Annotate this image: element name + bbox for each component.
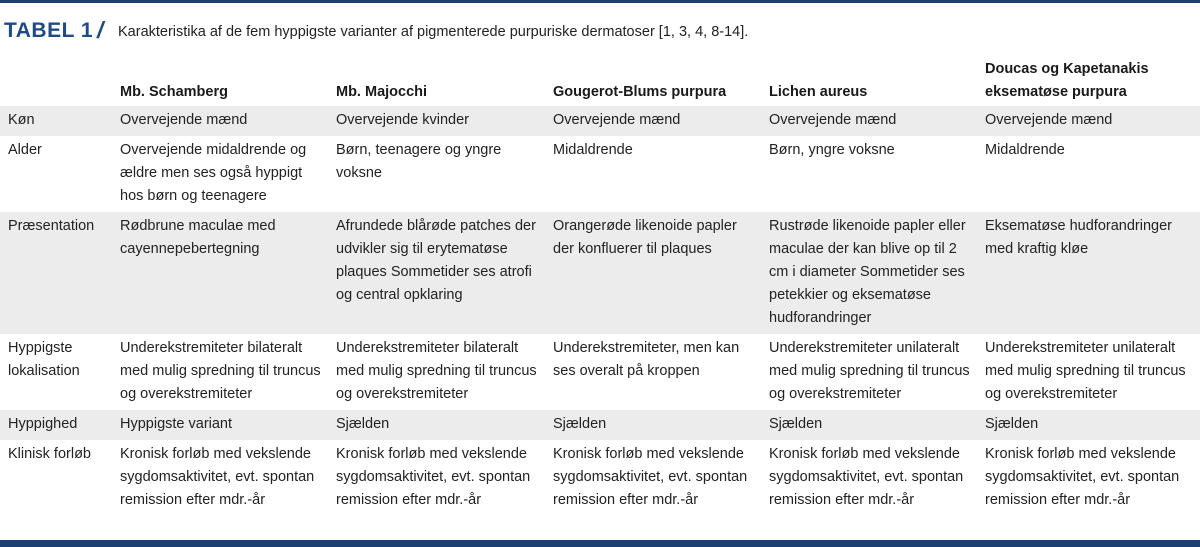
table-cell: Overvejende mænd	[120, 106, 336, 136]
table-row	[0, 136, 1200, 212]
table-cell: Hyppigste variant	[120, 410, 336, 440]
table-cell: Overvejende midaldrende og ældre men ses også hyppigt hos børn og teenagere	[120, 142, 307, 204]
table-cell: Underekstremiteter bilateralt med mulig spredning til truncus og overekstremiteter	[120, 340, 321, 402]
table-row	[0, 334, 1200, 410]
table-row	[0, 440, 1200, 516]
table-cell: Kronisk forløb med vekslende sygdomsaktivitet, evt. spontan remission efter mdr.-år	[985, 446, 1180, 508]
table-cell: Underekstremiteter unilateralt med mulig spredning til truncus og overekstremiteter	[985, 340, 1186, 402]
table-cell: Overvejende mænd	[769, 106, 985, 136]
header-cell-empty	[0, 58, 120, 106]
table-cell: Midaldrende	[985, 142, 1065, 158]
caption-text: Karakteristika af de fem hyppigste varianter af pigmenterede purpuriske dermatoser [1, 3, 4, 8-14].	[118, 24, 749, 40]
table-cell: Børn, yngre voksne	[769, 142, 895, 158]
table-cell: Overvejende mænd	[553, 106, 769, 136]
header-cell: Mb. Majocchi	[336, 84, 428, 100]
header-row	[0, 58, 1200, 106]
header-cell: Lichen aureus	[769, 84, 868, 100]
row-label: Alder	[8, 142, 42, 158]
table-cell: Overvejende kvinder	[336, 106, 553, 136]
table-cell: Kronisk forløb med vekslende sygdomsaktivitet, evt. spontan remission efter mdr.-år	[769, 446, 964, 508]
table-cell: Rustrøde likenoide papler eller maculae der kan blive op til 2 cm i diameter Sommetider ses petekkier og eksematøse hudforandringer	[769, 212, 985, 334]
table-cell: Kronisk forløb med vekslende sygdomsaktivitet, evt. spontan remission efter mdr.-år	[120, 446, 315, 508]
characteristics-table	[0, 58, 1200, 516]
table-cell: Eksematøse hudforandringer med kraftig kløe	[985, 212, 1200, 334]
table-row	[0, 106, 1200, 136]
table-number: TABEL 1	[4, 19, 94, 42]
table-cell: Overvejende mænd	[985, 106, 1200, 136]
table-cell: Kronisk forløb med vekslende sygdomsaktivitet, evt. spontan remission efter mdr.-år	[553, 446, 748, 508]
table-cell: Kronisk forløb med vekslende sygdomsaktivitet, evt. spontan remission efter mdr.-år	[336, 446, 531, 508]
table-cell: Rødbrune maculae med cayennepebertegning	[120, 212, 336, 334]
header-cell: Mb. Schamberg	[120, 84, 228, 100]
row-label: Klinisk forløb	[8, 446, 91, 462]
table-row	[0, 410, 1200, 440]
table-cell: Midaldrende	[553, 142, 633, 158]
table-cell: Sjælden	[553, 410, 769, 440]
header-cell: Gougerot-Blums purpura	[553, 84, 727, 100]
bottom-rule	[0, 540, 1200, 547]
row-label: Hyppighed	[0, 410, 120, 440]
row-label: Hyppigste lokalisation	[8, 340, 80, 379]
table-cell: Afrundede blårøde patches der udvikler sig til erytematøse plaques Sommetider ses atrofi og central opklaring	[336, 212, 553, 334]
table-cell: Sjælden	[985, 410, 1200, 440]
table-cell: Underekstremiteter bilateralt med mulig spredning til truncus og overekstremiteter	[336, 340, 537, 402]
table-cell: Sjælden	[336, 410, 553, 440]
table-cell: Børn, teenagere og yngre voksne	[336, 142, 502, 181]
table-row	[0, 212, 1200, 334]
caption-slash: /	[97, 17, 104, 43]
table-cell: Underekstremiteter unilateralt med mulig spredning til truncus og overekstremiteter	[769, 340, 970, 402]
table-caption	[0, 18, 1200, 44]
header-cell: Doucas og Kapetanakis eksematøse purpura	[985, 61, 1149, 100]
top-rule	[0, 0, 1200, 3]
table-cell: Orangerøde likenoide papler der konfluerer til plaques	[553, 212, 769, 334]
table-cell: Underekstremiteter, men kan ses overalt på kroppen	[553, 340, 740, 379]
row-label: Køn	[0, 106, 120, 136]
table-cell: Sjælden	[769, 410, 985, 440]
row-label: Præsentation	[0, 212, 120, 334]
